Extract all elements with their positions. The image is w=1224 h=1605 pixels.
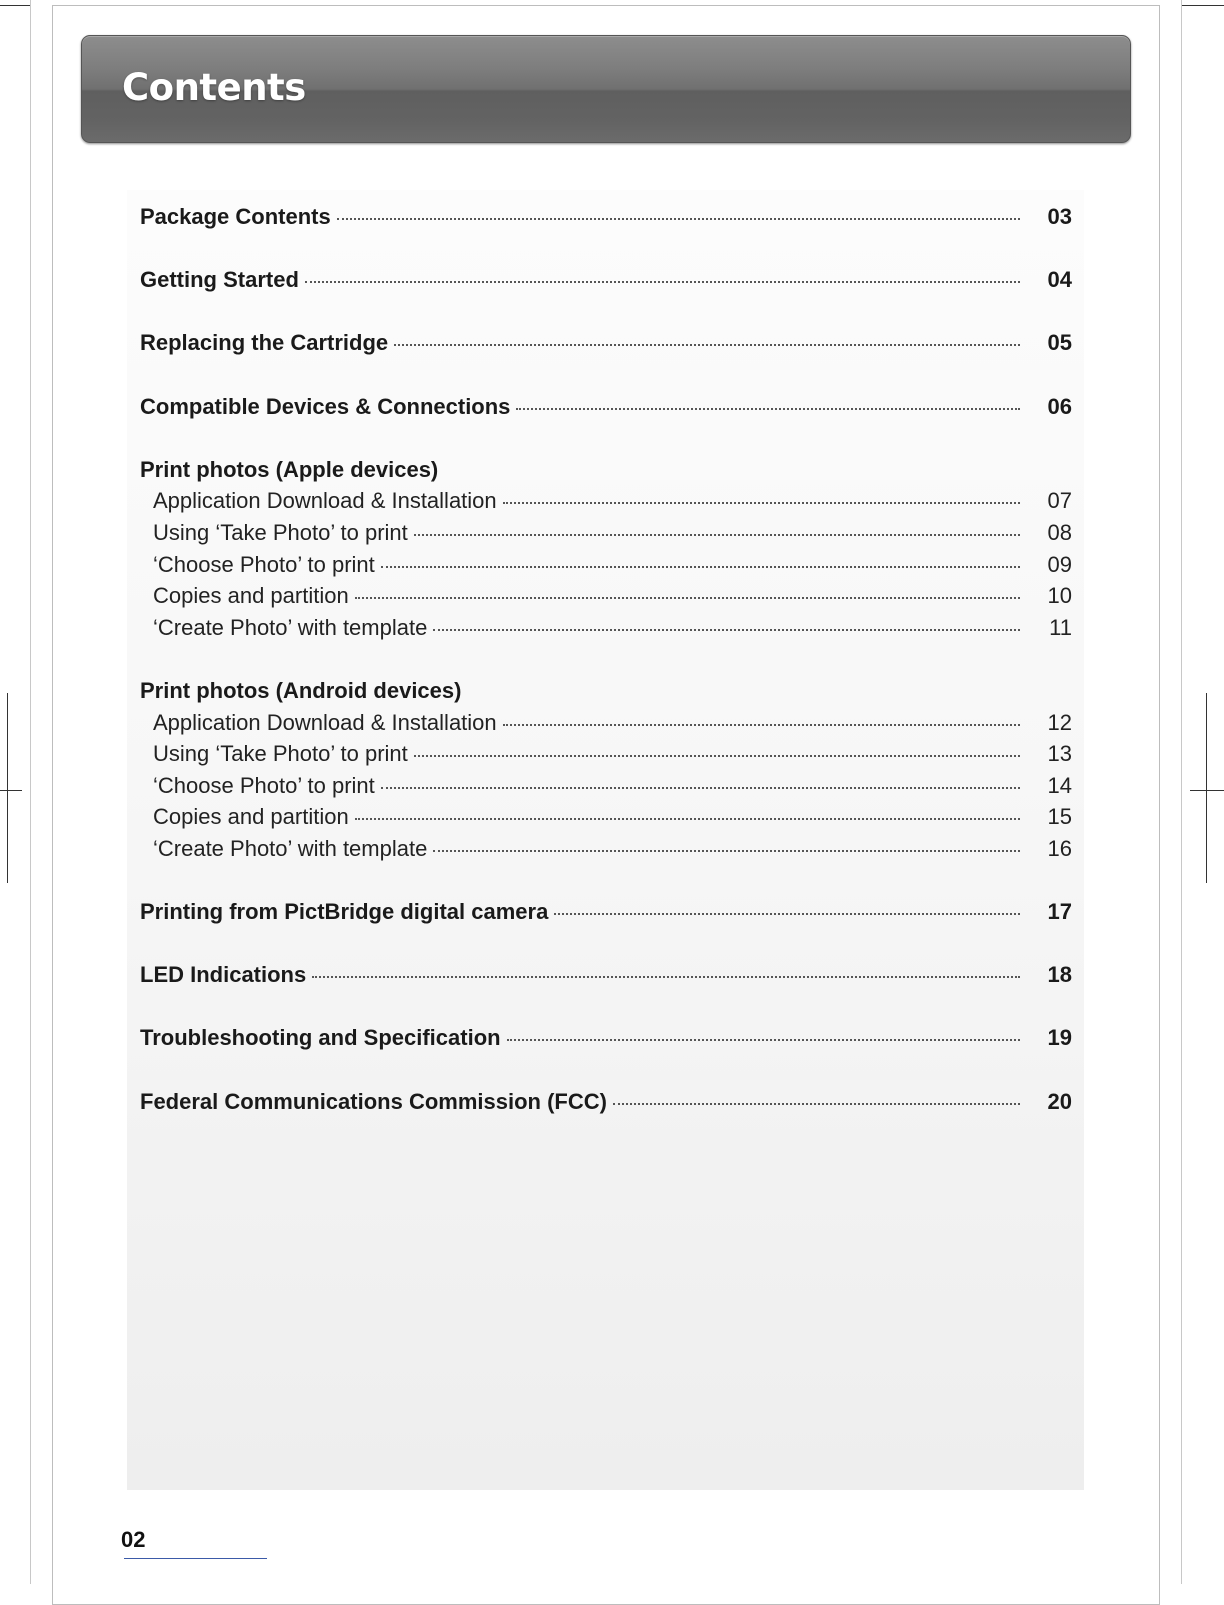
toc-entry-label: Federal Communications Commission (FCC)	[140, 1088, 607, 1114]
crop-mark	[1182, 5, 1224, 6]
toc-entry-page: 10	[1047, 583, 1072, 609]
page-number-underline	[124, 1558, 267, 1559]
toc-entry[interactable]	[140, 1089, 1072, 1121]
toc-entry-page: 08	[1047, 519, 1072, 545]
registration-mark	[7, 693, 8, 883]
toc-entry-label: Copies and partition	[153, 804, 349, 830]
toc-entry[interactable]	[140, 1025, 1072, 1057]
toc-entry-page: 12	[1047, 709, 1072, 735]
registration-mark	[0, 790, 22, 791]
toc-entry[interactable]	[140, 330, 1072, 362]
toc-entry[interactable]	[140, 394, 1072, 426]
toc-entry-page: 13	[1047, 741, 1072, 767]
toc-entry-label: Print photos (Apple devices)	[140, 456, 439, 482]
toc-entry[interactable]	[140, 204, 1072, 236]
toc-subentry[interactable]	[140, 773, 1072, 805]
toc-entry-label: Replacing the Cartridge	[140, 330, 389, 356]
toc-entry-label: ‘Create Photo’ with template	[153, 835, 428, 861]
table-of-contents	[140, 204, 1072, 1120]
toc-dot-leader	[337, 218, 1020, 220]
toc-subentry[interactable]	[140, 488, 1072, 520]
toc-entry-page: 11	[1049, 614, 1072, 640]
toc-entry-label: Application Download & Installation	[153, 488, 497, 514]
toc-dot-leader	[355, 597, 1020, 599]
toc-entry-page: 03	[1047, 204, 1072, 229]
toc-dot-leader	[433, 629, 1020, 631]
toc-entry-page: 16	[1047, 835, 1072, 861]
toc-entry-page: 07	[1047, 488, 1072, 514]
toc-entry-page: 09	[1047, 551, 1072, 577]
toc-subentry[interactable]	[140, 804, 1072, 836]
toc-entry-label: Package Contents	[140, 204, 331, 229]
toc-entry[interactable]	[140, 899, 1072, 931]
toc-entry[interactable]	[140, 678, 1072, 710]
toc-subentry[interactable]	[140, 552, 1072, 584]
toc-entry-page: 17	[1047, 899, 1072, 925]
toc-dot-leader	[516, 408, 1020, 410]
crop-mark	[1181, 0, 1182, 1584]
toc-dot-leader	[414, 534, 1020, 536]
toc-entry-page: 19	[1047, 1025, 1072, 1051]
toc-entry-label: LED Indications	[140, 962, 307, 988]
toc-dot-leader	[381, 787, 1020, 789]
toc-dot-leader	[554, 913, 1020, 915]
toc-dot-leader	[312, 976, 1020, 978]
toc-entry-label: Troubleshooting and Specification	[140, 1025, 501, 1051]
toc-entry-label: Compatible Devices & Connections	[140, 393, 511, 419]
toc-entry-label: Copies and partition	[153, 583, 349, 609]
toc-entry-page: 06	[1047, 393, 1072, 419]
page-number: 02	[121, 1527, 146, 1552]
toc-entry-page: 05	[1047, 330, 1072, 356]
toc-entry-page: 18	[1047, 962, 1072, 988]
header-banner	[81, 35, 1131, 143]
toc-subentry[interactable]	[140, 520, 1072, 552]
toc-entry-label: Using ‘Take Photo’ to print	[153, 519, 408, 545]
toc-dot-leader	[394, 344, 1020, 346]
toc-entry-label: ‘Choose Photo’ to print	[153, 772, 375, 798]
toc-dot-leader	[503, 724, 1020, 726]
toc-dot-leader	[613, 1103, 1020, 1105]
page-title: Contents	[122, 66, 306, 109]
crop-mark	[0, 5, 30, 6]
registration-mark	[1206, 693, 1207, 883]
toc-entry-label: Getting Started	[140, 267, 299, 293]
toc-entry[interactable]	[140, 457, 1072, 489]
toc-dot-leader	[355, 818, 1020, 820]
toc-entry-page: 15	[1047, 804, 1072, 830]
toc-entry-label: ‘Choose Photo’ to print	[153, 551, 375, 577]
toc-entry-label: Application Download & Installation	[153, 709, 497, 735]
toc-subentry[interactable]	[140, 615, 1072, 647]
toc-entry-page: 04	[1047, 267, 1072, 293]
toc-entry-page: 14	[1047, 772, 1072, 798]
toc-dot-leader	[414, 755, 1020, 757]
toc-dot-leader	[433, 850, 1020, 852]
toc-subentry[interactable]	[140, 741, 1072, 773]
toc-entry-label: Print photos (Android devices)	[140, 677, 462, 703]
toc-entry-label: ‘Create Photo’ with template	[153, 614, 428, 640]
toc-entry-label: Printing from PictBridge digital camera	[140, 899, 549, 925]
toc-dot-leader	[507, 1039, 1020, 1041]
crop-mark	[30, 0, 31, 1584]
toc-subentry[interactable]	[140, 583, 1072, 615]
toc-dot-leader	[381, 566, 1020, 568]
toc-subentry[interactable]	[140, 710, 1072, 742]
registration-mark	[1190, 790, 1224, 791]
toc-entry[interactable]	[140, 962, 1072, 994]
toc-subentry[interactable]	[140, 836, 1072, 868]
toc-dot-leader	[503, 502, 1020, 504]
toc-dot-leader	[305, 281, 1020, 283]
toc-entry-page: 20	[1047, 1088, 1072, 1114]
toc-entry-label: Using ‘Take Photo’ to print	[153, 741, 408, 767]
toc-entry[interactable]	[140, 267, 1072, 299]
